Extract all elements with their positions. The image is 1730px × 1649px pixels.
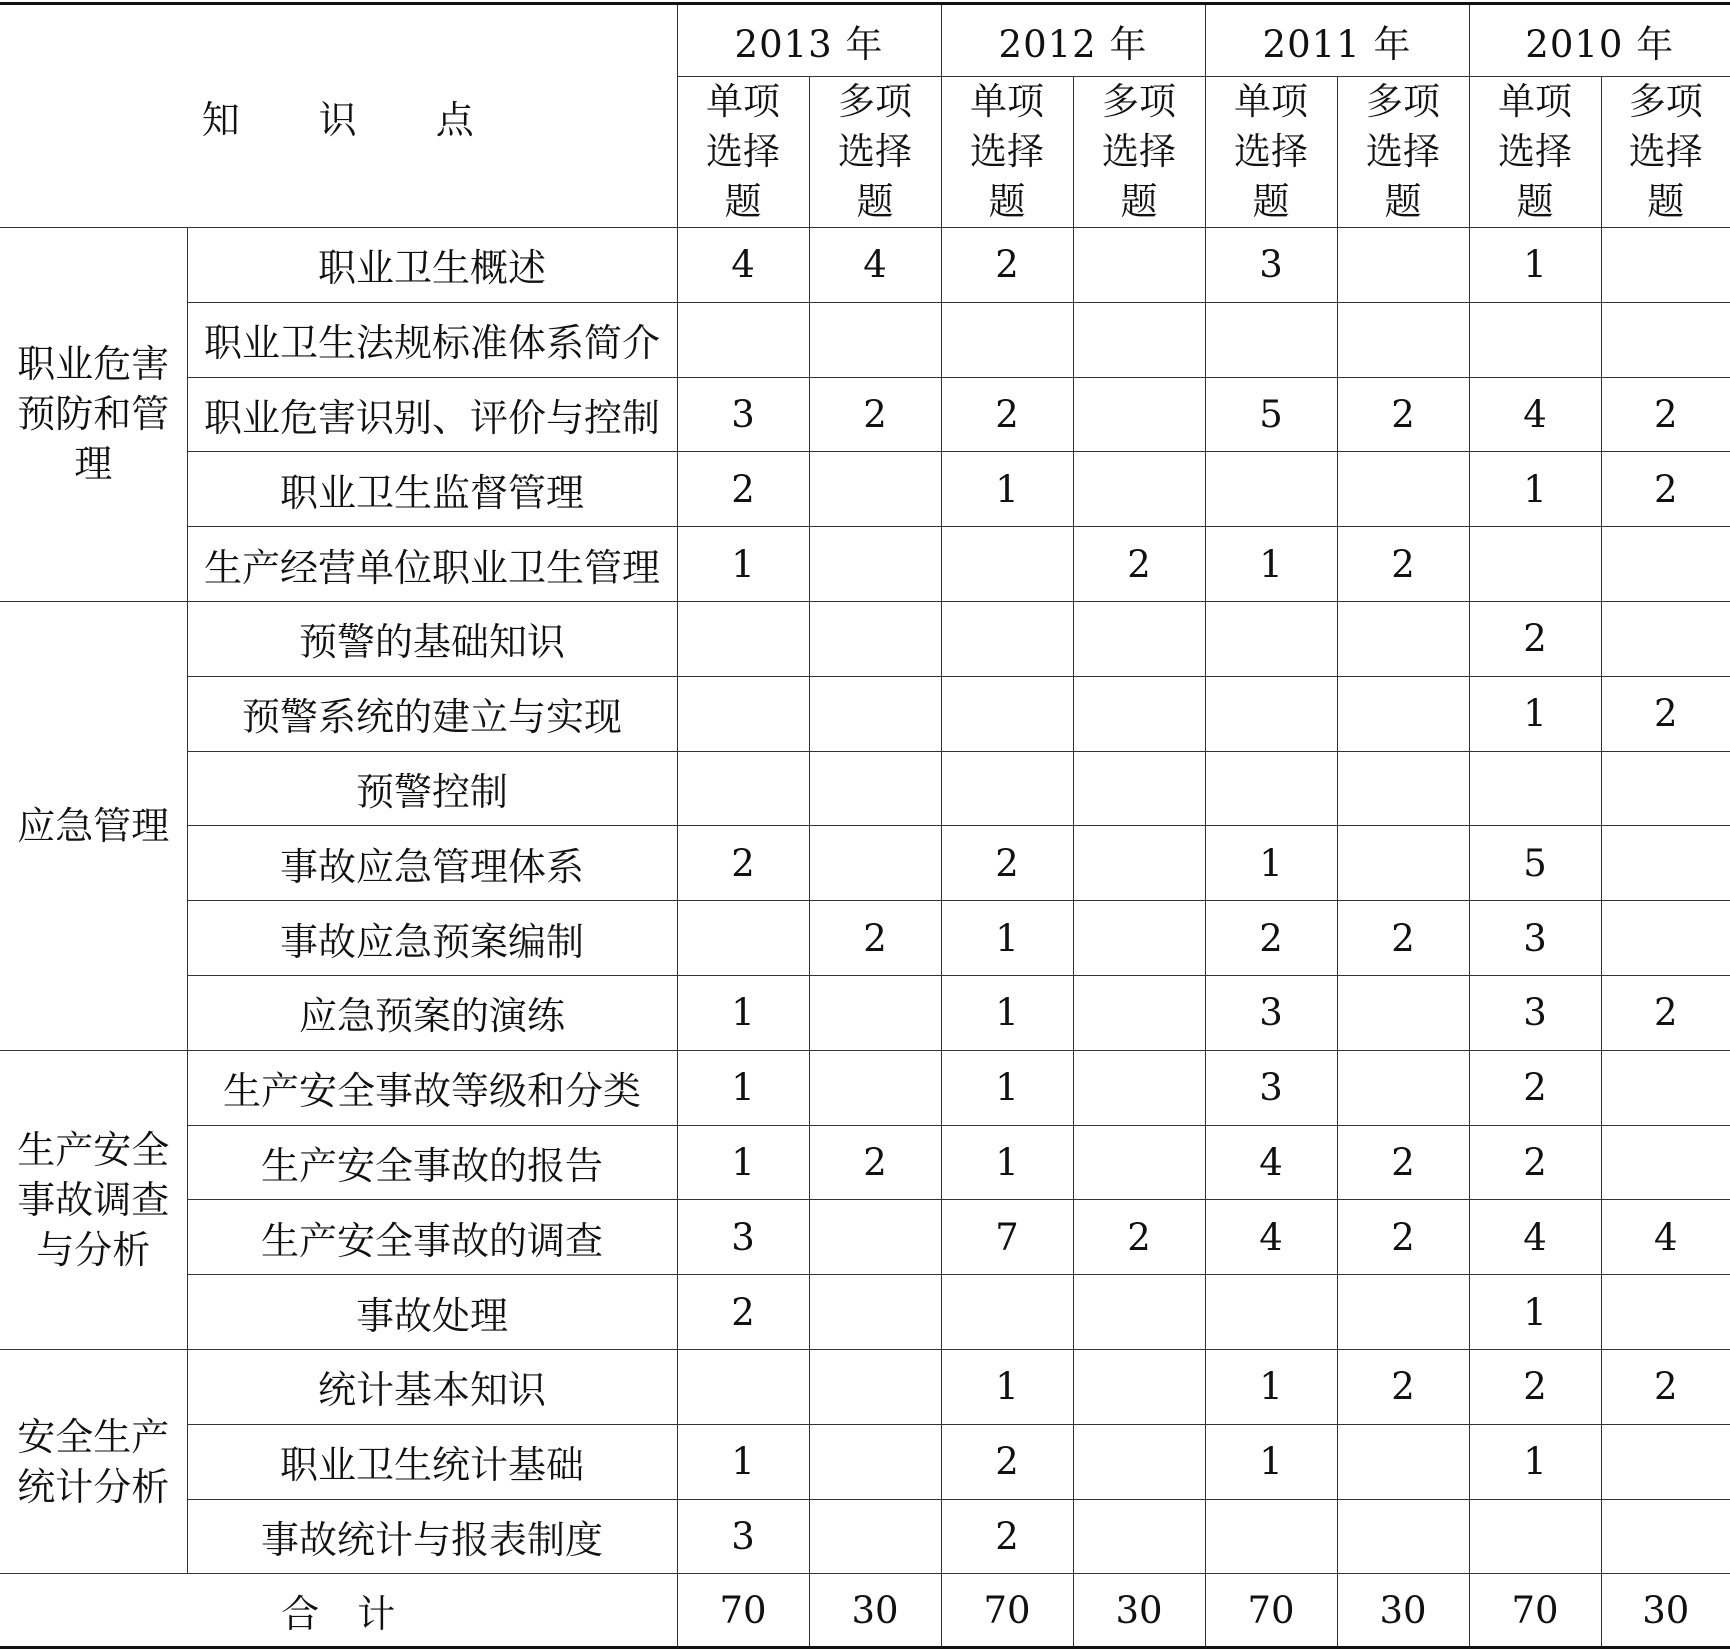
question-count-cell: 1 <box>1469 1275 1601 1350</box>
question-count-cell: 2 <box>1469 1349 1601 1424</box>
total-row <box>0 1574 1730 1648</box>
question-count-cell <box>1469 302 1601 377</box>
question-count-cell <box>809 1349 941 1424</box>
question-count-cell <box>1205 302 1337 377</box>
total-value: 30 <box>809 1574 941 1648</box>
question-count-cell <box>1205 1275 1337 1350</box>
question-count-cell: 4 <box>1469 377 1601 452</box>
question-count-cell <box>1073 377 1205 452</box>
question-count-cell <box>1337 601 1469 676</box>
question-count-cell: 2 <box>809 1125 941 1200</box>
question-count-cell <box>1073 1424 1205 1499</box>
question-count-cell <box>809 302 941 377</box>
knowledge-point-cell: 职业危害识别、评价与控制 <box>187 377 677 452</box>
question-count-cell <box>809 1275 941 1350</box>
question-count-cell <box>1073 302 1205 377</box>
knowledge-point-cell: 事故处理 <box>187 1275 677 1350</box>
question-count-cell <box>1205 452 1337 527</box>
question-count-cell <box>1337 826 1469 901</box>
question-count-cell: 2 <box>1337 1200 1469 1275</box>
question-count-cell <box>809 452 941 527</box>
multi-choice-header: 多项 选择 题 <box>1073 77 1205 228</box>
knowledge-point-header: 知 识 点 <box>0 4 677 228</box>
question-count-cell: 2 <box>1469 601 1601 676</box>
knowledge-point-cell: 事故应急预案编制 <box>187 901 677 976</box>
question-count-cell <box>941 676 1073 751</box>
question-count-cell: 3 <box>677 377 809 452</box>
table-body <box>0 228 1730 1574</box>
total-value: 30 <box>1601 1574 1730 1648</box>
year-header-2010: 2010 年 <box>1469 4 1730 77</box>
question-count-cell <box>941 302 1073 377</box>
question-count-cell <box>1337 1499 1469 1574</box>
table-row <box>0 1200 1730 1275</box>
question-count-cell: 2 <box>1205 901 1337 976</box>
question-count-cell <box>1469 1499 1601 1574</box>
question-count-cell <box>1337 751 1469 826</box>
knowledge-point-cell: 职业卫生统计基础 <box>187 1424 677 1499</box>
question-count-cell <box>1601 901 1730 976</box>
question-count-cell <box>1601 527 1730 602</box>
question-count-cell: 1 <box>1205 1349 1337 1424</box>
table-row <box>0 1349 1730 1424</box>
question-count-cell <box>1601 228 1730 303</box>
question-count-cell: 2 <box>1601 377 1730 452</box>
question-count-cell: 3 <box>677 1499 809 1574</box>
total-value: 30 <box>1073 1574 1205 1648</box>
question-count-cell <box>1073 1499 1205 1574</box>
question-count-cell: 1 <box>1469 228 1601 303</box>
question-count-cell <box>1073 901 1205 976</box>
question-count-cell <box>1337 302 1469 377</box>
question-count-cell: 4 <box>1601 1200 1730 1275</box>
question-count-cell <box>1073 1349 1205 1424</box>
question-count-cell <box>1601 1275 1730 1350</box>
question-count-cell <box>1337 1050 1469 1125</box>
question-count-cell <box>677 901 809 976</box>
question-count-cell: 2 <box>941 1499 1073 1574</box>
knowledge-point-cell: 生产安全事故的调查 <box>187 1200 677 1275</box>
question-count-cell: 3 <box>1469 901 1601 976</box>
total-value: 70 <box>941 1574 1073 1648</box>
single-choice-header: 单项 选择 题 <box>1469 77 1601 228</box>
question-count-cell: 2 <box>941 826 1073 901</box>
question-count-cell <box>1073 975 1205 1050</box>
question-count-cell <box>809 826 941 901</box>
question-count-cell: 1 <box>941 1125 1073 1200</box>
table-row <box>0 1499 1730 1574</box>
question-count-cell: 1 <box>1469 1424 1601 1499</box>
question-count-cell: 1 <box>1205 1424 1337 1499</box>
question-count-cell <box>1073 601 1205 676</box>
question-count-cell: 2 <box>1337 1125 1469 1200</box>
question-count-cell <box>941 751 1073 826</box>
question-count-cell <box>1205 601 1337 676</box>
knowledge-point-cell: 应急预案的演练 <box>187 975 677 1050</box>
table-row <box>0 975 1730 1050</box>
question-count-cell <box>1601 1125 1730 1200</box>
group-category-cell: 生产安全 事故调查 与分析 <box>0 1050 187 1349</box>
question-count-cell <box>677 302 809 377</box>
question-count-cell <box>1469 527 1601 602</box>
question-count-cell: 1 <box>941 975 1073 1050</box>
question-count-cell <box>1601 1499 1730 1574</box>
question-count-cell <box>941 601 1073 676</box>
question-count-cell: 2 <box>941 377 1073 452</box>
question-count-cell <box>941 1275 1073 1350</box>
question-count-cell: 2 <box>1601 452 1730 527</box>
group-category-cell: 安全生产 统计分析 <box>0 1349 187 1573</box>
question-count-cell <box>1205 1499 1337 1574</box>
question-count-cell <box>809 1424 941 1499</box>
question-count-cell: 4 <box>1205 1200 1337 1275</box>
table-row <box>0 1050 1730 1125</box>
table-row <box>0 751 1730 826</box>
group-category-cell: 应急管理 <box>0 601 187 1050</box>
question-count-cell: 2 <box>941 1424 1073 1499</box>
knowledge-point-cell: 事故统计与报表制度 <box>187 1499 677 1574</box>
question-count-cell: 2 <box>1337 901 1469 976</box>
question-count-cell: 2 <box>677 1275 809 1350</box>
total-label: 合 计 <box>0 1574 677 1648</box>
year-header-2013: 2013 年 <box>677 4 941 77</box>
knowledge-point-cell: 职业卫生概述 <box>187 228 677 303</box>
knowledge-point-cell: 生产安全事故的报告 <box>187 1125 677 1200</box>
question-count-cell: 1 <box>677 975 809 1050</box>
question-count-cell: 2 <box>941 228 1073 303</box>
table-row <box>0 302 1730 377</box>
table-row <box>0 452 1730 527</box>
question-count-cell <box>809 527 941 602</box>
question-count-cell: 2 <box>677 826 809 901</box>
table-row <box>0 1275 1730 1350</box>
question-count-cell: 1 <box>1205 527 1337 602</box>
question-count-cell: 1 <box>941 452 1073 527</box>
question-count-cell <box>1601 302 1730 377</box>
question-count-cell: 2 <box>1337 527 1469 602</box>
knowledge-point-cell: 预警系统的建立与实现 <box>187 676 677 751</box>
question-count-cell <box>1337 975 1469 1050</box>
question-count-cell: 2 <box>809 377 941 452</box>
question-count-cell: 1 <box>941 1349 1073 1424</box>
question-count-cell <box>1601 751 1730 826</box>
table-row <box>0 377 1730 452</box>
table-row <box>0 228 1730 303</box>
question-count-cell: 3 <box>1469 975 1601 1050</box>
question-count-cell <box>677 676 809 751</box>
question-count-cell <box>1073 228 1205 303</box>
question-count-cell: 1 <box>941 1050 1073 1125</box>
question-count-cell: 1 <box>677 527 809 602</box>
question-count-cell: 3 <box>677 1200 809 1275</box>
question-count-cell: 4 <box>677 228 809 303</box>
question-count-cell: 2 <box>1601 975 1730 1050</box>
question-count-cell <box>809 1499 941 1574</box>
question-count-cell <box>1337 228 1469 303</box>
question-count-cell: 1 <box>1205 826 1337 901</box>
table-row <box>0 676 1730 751</box>
question-count-cell <box>809 1050 941 1125</box>
question-count-cell <box>809 1200 941 1275</box>
year-header-2012: 2012 年 <box>941 4 1205 77</box>
question-count-cell <box>809 751 941 826</box>
question-count-cell <box>1073 1125 1205 1200</box>
knowledge-point-cell: 事故应急管理体系 <box>187 826 677 901</box>
total-value: 30 <box>1337 1574 1469 1648</box>
table-row <box>0 527 1730 602</box>
knowledge-point-cell: 生产经营单位职业卫生管理 <box>187 527 677 602</box>
question-count-cell: 1 <box>677 1125 809 1200</box>
question-count-cell: 1 <box>941 901 1073 976</box>
single-choice-header: 单项 选择 题 <box>941 77 1073 228</box>
question-count-cell <box>1337 452 1469 527</box>
multi-choice-header: 多项 选择 题 <box>809 77 941 228</box>
question-count-cell: 2 <box>1337 377 1469 452</box>
question-count-cell: 2 <box>809 901 941 976</box>
total-value: 70 <box>1469 1574 1601 1648</box>
question-count-cell: 1 <box>677 1050 809 1125</box>
question-count-cell: 2 <box>1601 676 1730 751</box>
question-count-cell: 5 <box>1469 826 1601 901</box>
question-count-cell: 4 <box>809 228 941 303</box>
table-row <box>0 1424 1730 1499</box>
question-count-cell: 1 <box>677 1424 809 1499</box>
question-count-cell: 2 <box>1073 1200 1205 1275</box>
question-count-cell <box>1205 751 1337 826</box>
question-count-cell: 7 <box>941 1200 1073 1275</box>
knowledge-point-cell: 预警的基础知识 <box>187 601 677 676</box>
question-count-cell: 5 <box>1205 377 1337 452</box>
question-count-cell <box>677 751 809 826</box>
question-count-cell <box>1469 751 1601 826</box>
year-header-2011: 2011 年 <box>1205 4 1469 77</box>
question-count-cell: 3 <box>1205 1050 1337 1125</box>
question-count-cell <box>1205 676 1337 751</box>
question-count-cell <box>1073 452 1205 527</box>
question-count-cell <box>1337 676 1469 751</box>
multi-choice-header: 多项 选择 题 <box>1337 77 1469 228</box>
exam-statistics-table <box>0 2 1730 1649</box>
single-choice-header: 单项 选择 题 <box>1205 77 1337 228</box>
multi-choice-header: 多项 选择 题 <box>1601 77 1730 228</box>
question-count-cell: 2 <box>1469 1125 1601 1200</box>
knowledge-point-cell: 职业卫生监督管理 <box>187 452 677 527</box>
question-count-cell <box>1073 1275 1205 1350</box>
question-count-cell: 2 <box>1469 1050 1601 1125</box>
question-count-cell: 3 <box>1205 975 1337 1050</box>
question-count-cell <box>1073 1050 1205 1125</box>
question-count-cell <box>1073 676 1205 751</box>
question-count-cell: 2 <box>1601 1349 1730 1424</box>
knowledge-point-cell: 预警控制 <box>187 751 677 826</box>
question-count-cell <box>1601 1424 1730 1499</box>
question-count-cell <box>1601 1050 1730 1125</box>
question-count-cell: 2 <box>1337 1349 1469 1424</box>
question-count-cell: 4 <box>1205 1125 1337 1200</box>
knowledge-point-cell: 职业卫生法规标准体系简介 <box>187 302 677 377</box>
question-count-cell <box>1337 1424 1469 1499</box>
question-count-cell: 1 <box>1469 676 1601 751</box>
question-count-cell <box>809 601 941 676</box>
question-count-cell: 2 <box>677 452 809 527</box>
question-count-cell <box>677 1349 809 1424</box>
header-row-years <box>0 4 1730 77</box>
total-value: 70 <box>677 1574 809 1648</box>
knowledge-point-cell: 统计基本知识 <box>187 1349 677 1424</box>
group-category-cell: 职业危害 预防和管 理 <box>0 228 187 602</box>
table-row <box>0 1125 1730 1200</box>
question-count-cell: 2 <box>1073 527 1205 602</box>
question-count-cell <box>1073 751 1205 826</box>
question-count-cell <box>941 527 1073 602</box>
question-count-cell <box>1601 601 1730 676</box>
question-count-cell <box>1073 826 1205 901</box>
question-count-cell: 3 <box>1205 228 1337 303</box>
question-count-cell <box>1601 826 1730 901</box>
question-count-cell: 1 <box>1469 452 1601 527</box>
table-row <box>0 901 1730 976</box>
question-count-cell <box>809 676 941 751</box>
knowledge-point-cell: 生产安全事故等级和分类 <box>187 1050 677 1125</box>
question-count-cell <box>1337 1275 1469 1350</box>
question-count-cell <box>677 601 809 676</box>
table-row <box>0 826 1730 901</box>
question-count-cell <box>809 975 941 1050</box>
single-choice-header: 单项 选择 题 <box>677 77 809 228</box>
question-count-cell: 4 <box>1469 1200 1601 1275</box>
total-value: 70 <box>1205 1574 1337 1648</box>
table-row <box>0 601 1730 676</box>
